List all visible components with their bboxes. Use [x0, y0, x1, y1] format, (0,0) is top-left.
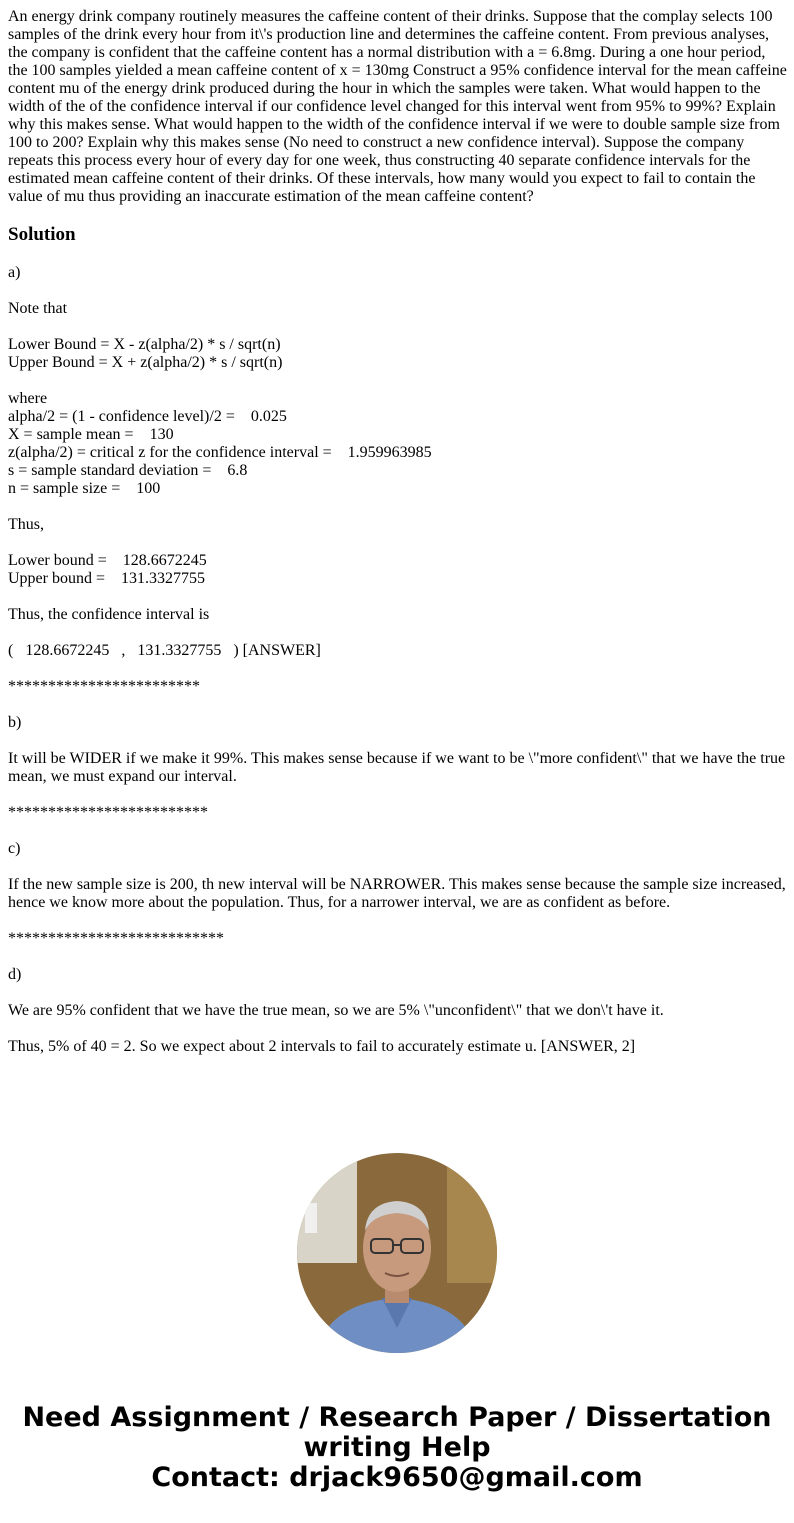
separator-a: ************************ [8, 678, 200, 695]
footer-line-1: Need Assignment / Research Paper / Dissertation [22, 1402, 772, 1433]
n-line: n = sample size = 100 [8, 480, 161, 497]
thus-label: Thus, [8, 516, 44, 533]
avatar-portrait-icon [297, 1153, 497, 1353]
alpha-line: alpha/2 = (1 - confidence level)/2 = 0.025 [8, 408, 287, 425]
part-d-label: d) [8, 966, 22, 983]
footer-banner [0, 1403, 794, 1493]
question-text: An energy drink company routinely measures the caffeine content of their drinks. Suppose that the complay selects 100 samples of the drink every hour from it\'s production line and determines the caffeine content. From previous analyses, the company is confident that the caffeine content has a normal distribution with a = 6.8mg. During a one hour period, the 100 samples yielded a mean caffeine content of x = 130mg Construct a 95% confidence interval for the mean caffeine content mu of the energy drink produced during the hour in which the samples were taken. What would happen to the width of the of the confidence interval if our confidence level changed for this interval went from 95% to 99%? Explain why this makes sense. What would happen to the width of the confidence interval if we were to double sample size from 100 to 200? Explain why this makes sense (No need to construct a new confidence interval). Suppose the company repeats this process every hour of every day for one week, thus constructing 40 separate confidence intervals for the estimated mean caffeine content of their drinks. Of these intervals, how many would you expect to fail to contain the value of mu thus providing an inaccurate estimation of the mean caffeine content? [8, 8, 787, 205]
separator-c: *************************** [8, 930, 224, 947]
mean-line: X = sample mean = 130 [8, 426, 174, 443]
interval-intro: Thus, the confidence interval is [8, 606, 210, 623]
z-line: z(alpha/2) = critical z for the confidence interval = 1.959963985 [8, 444, 432, 461]
upper-bound-value: Upper bound = 131.3327755 [8, 570, 206, 587]
s-line: s = sample standard deviation = 6.8 [8, 462, 248, 479]
lower-bound-formula: Lower Bound = X - z(alpha/2) * s / sqrt(n) [8, 336, 281, 353]
footer-line-2: writing Help [303, 1432, 491, 1463]
part-d-text-2: Thus, 5% of 40 = 2. So we expect about 2 intervals to fail to accurately estimate u. [ANSWER, 2] [8, 1038, 636, 1055]
footer-contact: Contact: drjack9650@gmail.com [151, 1462, 643, 1493]
bound-formulas [8, 336, 788, 372]
page-content [8, 8, 788, 1074]
where-label: where [8, 390, 48, 407]
upper-bound-formula: Upper Bound = X + z(alpha/2) * s / sqrt(n) [8, 354, 283, 371]
part-a-note: Note that [8, 300, 68, 317]
where-block [8, 390, 788, 498]
part-b-label: b) [8, 714, 22, 731]
separator-b: ************************* [8, 804, 208, 821]
lower-bound-value: Lower bound = 128.6672245 [8, 552, 207, 569]
solution-heading: Solution [8, 224, 76, 245]
avatar [297, 1153, 497, 1353]
part-c-text: If the new sample size is 200, th new interval will be NARROWER. This makes sense because the sample size increased, hence we know more about the population. Thus, for a narrower interval, we are as confident as before. [8, 876, 790, 911]
part-d-text-1: We are 95% confident that we have the true mean, so we are 5% \"unconfident\" that we don\'t have it. [8, 1002, 664, 1019]
part-c-label: c) [8, 840, 21, 857]
bounds-result [8, 552, 788, 588]
part-b-text: It will be WIDER if we make it 99%. This makes sense because if we want to be \"more confident\" that we have the true mean, we must expand our interval. [8, 750, 790, 785]
interval-answer: ( 128.6672245 , 131.3327755 ) [ANSWER] [8, 642, 321, 659]
part-a-label: a) [8, 264, 21, 281]
